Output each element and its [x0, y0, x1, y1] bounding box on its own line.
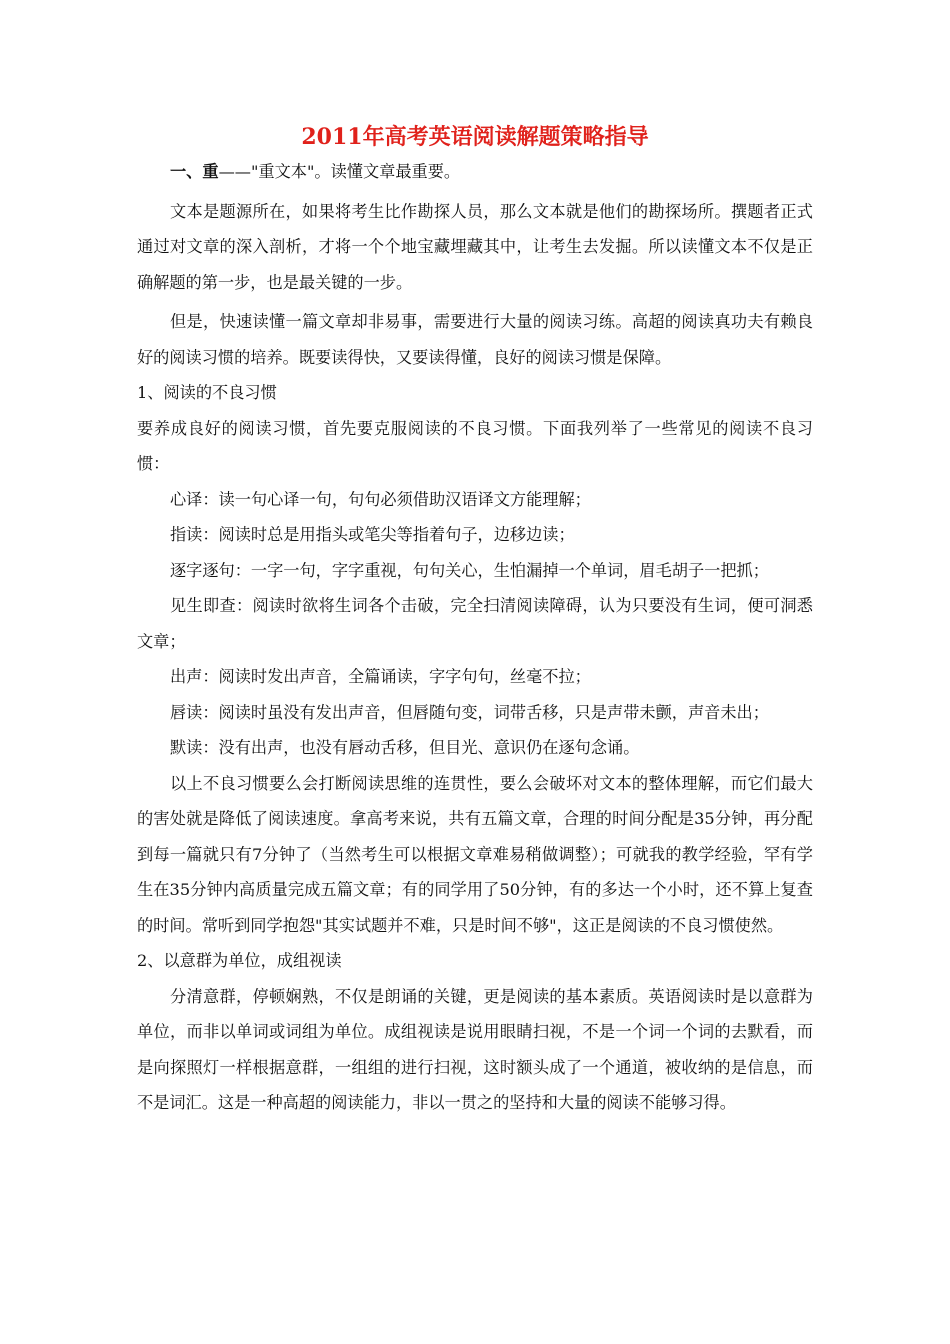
- section-heading-rest: ——"重文本"。读懂文章最重要。: [218, 162, 461, 181]
- paragraph: 但是，快速读懂一篇文章却非易事，需要进行大量的阅读习练。高超的阅读真功夫有赖良好的阅读习惯的培养。既要读得快，又要读得懂，良好的阅读习惯是保障。: [137, 312, 813, 367]
- section-heading-1: [137, 154, 813, 190]
- list-item: 见生即查：阅读时欲将生词各个击破，完全扫清阅读障碍，认为只要没有生词，便可洞悉文章；: [137, 596, 813, 651]
- list-item: 指读：阅读时总是用指头或笔尖等指着句子，边移边读；: [170, 525, 575, 544]
- paragraph: 文本是题源所在，如果将考生比作勘探人员，那么文本就是他们的勘探场所。撰题者正式通过对文章的深入剖析，才将一个个地宝藏埋藏其中，让考生去发掘。所以读懂文本不仅是正确解题的第一步，也是最关键的一步。: [137, 201, 813, 292]
- list-item: 出声：阅读时发出声音，全篇诵读，字字句句，丝毫不拉；: [170, 667, 591, 686]
- list-item: 逐字逐句：一字一句，字字重视，句句关心，生怕漏掉一个单词，眉毛胡子一把抓；: [170, 560, 769, 580]
- document-page: [137, 120, 813, 1121]
- paragraph: 分清意群，停顿娴熟，不仅是朗诵的关键，更是阅读的基本素质。英语阅读时是以意群为单位，而非以单词或词组为单位。成组视读是说用眼睛扫视，不是一个词一个词的去默看，而是向探照灯一样根据意群，一组组的进行扫视，这时额头成了一个通道，被收纳的是信息，而不是词汇。这是一种高超的阅读能力，非以一贯之的坚持和大量的阅读不能够习得。: [137, 986, 813, 1112]
- subheading-bad-habits: 1、阅读的不良习惯: [137, 383, 277, 402]
- document-title: 2011年高考英语阅读解题策略指导: [301, 124, 649, 150]
- list-item: 唇读：阅读时虽没有发出声音，但唇随句变，词带舌移，只是声带未颤，声音未出；: [170, 702, 769, 722]
- subheading-meaning-groups: 2、以意群为单位，成组视读: [137, 951, 342, 970]
- list-item: 默读：没有出声，也没有唇动舌移，但目光、意识仍在逐句念诵。: [170, 738, 640, 757]
- paragraph: 以上不良习惯要么会打断阅读思维的连贯性，要么会破坏对文本的整体理解，而它们最大的害处就是降低了阅读速度。拿高考来说，共有五篇文章，合理的时间分配是35分钟，再分配到每一篇就只有7分钟了（当然考生可以根据文章难易稍做调整）；可就我的教学经验，罕有学生在35分钟内高质量完成五篇文章；有的同学用了50分钟，有的多达一个小时，还不算上复查的时间。常听到同学抱怨"其实试题并不难，只是时间不够"，这正是阅读的不良习惯使然。: [137, 773, 813, 935]
- section-heading-lead: 一、重: [170, 162, 219, 181]
- list-item: 心译：读一句心译一句，句句必须借助汉语译文方能理解；: [170, 489, 591, 509]
- paragraph: 要养成良好的阅读习惯，首先要克服阅读的不良习惯。下面我列举了一些常见的阅读不良习惯：: [137, 418, 813, 473]
